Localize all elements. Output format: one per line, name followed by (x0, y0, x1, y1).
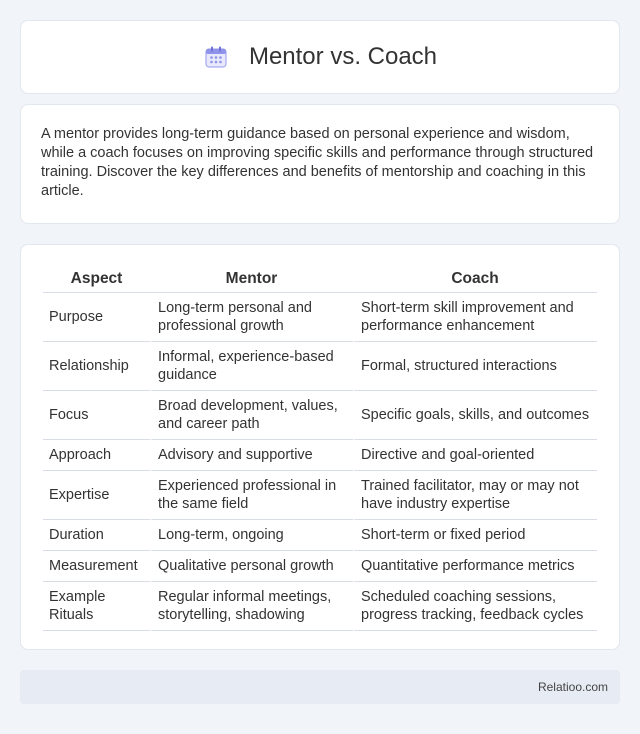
calendar-icon (203, 44, 229, 70)
row-coach: Quantitative performance metrics (353, 551, 597, 582)
row-aspect: Example Rituals (43, 582, 150, 631)
row-mentor: Advisory and supportive (150, 440, 353, 471)
row-mentor: Broad development, values, and career path (150, 391, 353, 440)
table-row (43, 293, 597, 342)
row-aspect: Purpose (43, 293, 150, 342)
row-coach: Formal, structured interactions (353, 342, 597, 391)
comparison-table (43, 263, 597, 631)
row-aspect: Duration (43, 520, 150, 551)
header-mentor: Mentor (150, 263, 353, 293)
row-coach: Specific goals, skills, and outcomes (353, 391, 597, 440)
row-coach: Trained facilitator, may or may not have industry expertise (353, 471, 597, 520)
table-row (43, 471, 597, 520)
row-aspect: Measurement (43, 551, 150, 582)
row-mentor: Informal, experience-based guidance (150, 342, 353, 391)
table-row (43, 582, 597, 631)
intro-card (20, 104, 620, 224)
row-aspect: Focus (43, 391, 150, 440)
header-aspect: Aspect (43, 263, 150, 293)
table-row (43, 391, 597, 440)
row-mentor: Long-term personal and professional growth (150, 293, 353, 342)
row-mentor: Qualitative personal growth (150, 551, 353, 582)
table-row (43, 342, 597, 391)
row-coach: Directive and goal-oriented (353, 440, 597, 471)
row-aspect: Expertise (43, 471, 150, 520)
row-aspect: Relationship (43, 342, 150, 391)
footer-source: Relatioo.com (537, 680, 608, 694)
row-aspect: Approach (43, 440, 150, 471)
row-mentor: Regular informal meetings, storytelling, shadowing (150, 582, 353, 631)
page-title: Mentor vs. Coach (248, 43, 438, 70)
row-coach: Short-term skill improvement and performance enhancement (353, 293, 597, 342)
footer (20, 670, 620, 704)
row-coach: Scheduled coaching sessions, progress tracking, feedback cycles (353, 582, 597, 631)
table-row (43, 551, 597, 582)
title-card (20, 20, 620, 94)
table-header-row (43, 263, 597, 293)
intro-text: A mentor provides long-term guidance based on personal experience and wisdom, while a coach focuses on improving specific skills and performance through structured training. Discover the key differences and benefits of mentorship and coaching in this article. (41, 126, 594, 199)
comparison-table-card (20, 244, 620, 650)
table-row (43, 440, 597, 471)
row-mentor: Long-term, ongoing (150, 520, 353, 551)
table-row (43, 520, 597, 551)
row-coach: Short-term or fixed period (353, 520, 597, 551)
row-mentor: Experienced professional in the same field (150, 471, 353, 520)
header-coach: Coach (353, 263, 597, 293)
